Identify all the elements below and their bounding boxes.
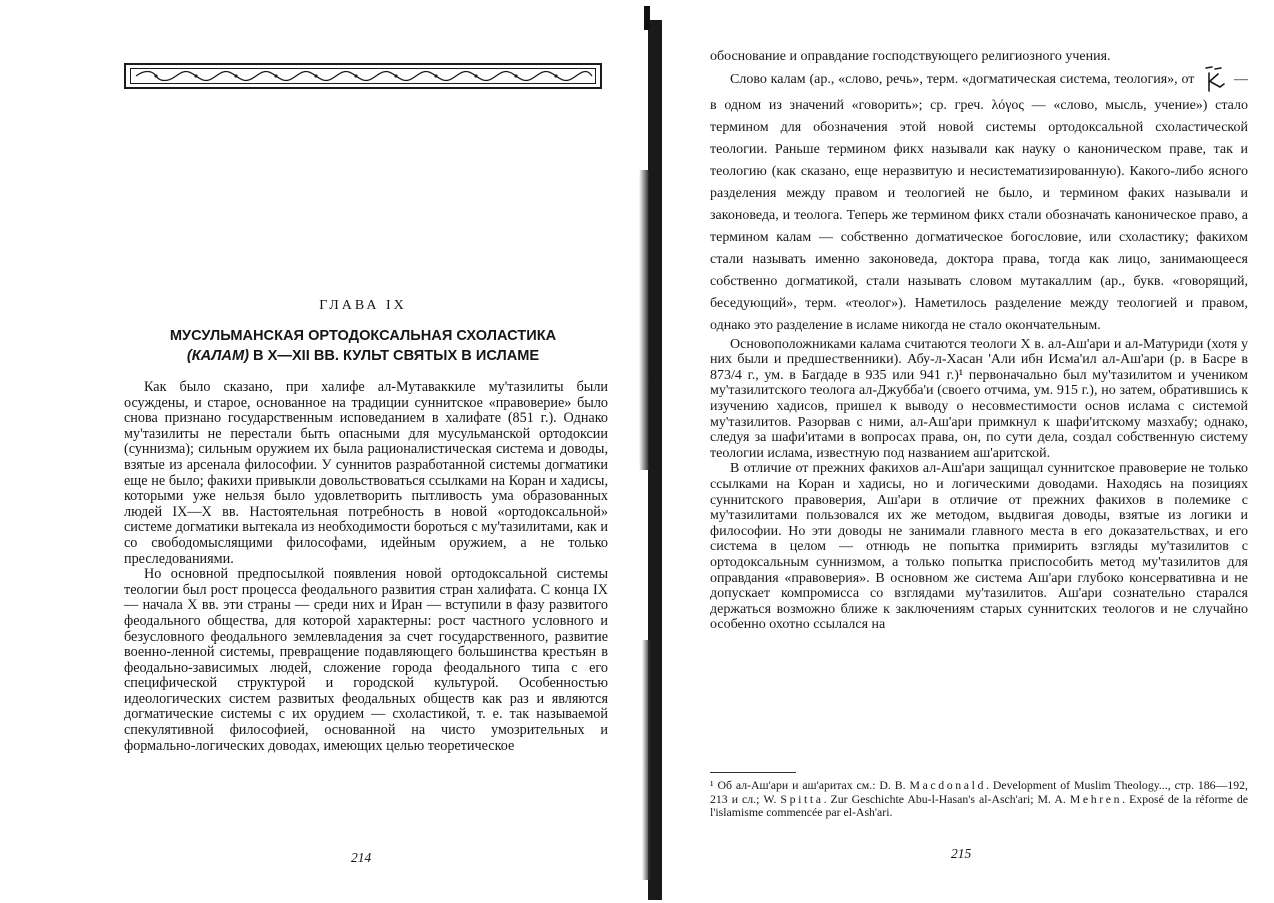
paragraph: В отличие от прежних факихов ал-Аш'ари защищал суннитское правоверие не только ссылками на Коран и хадисы, но и логическими доводами. Находясь на позициях суннитского правоверия, Аш'ари в отличие от прежних факихов в полемике с му'тазилитами пользовался их же методом, выдвигая доводы, взятые из логики и философии. Но эти доводы не занимали главного места в его доказательствах, и его система в целом — отнюдь не попытка примирить взгляды му'тазилитов с ортодоксальным суннизмом, а только попытка приспособить метод му'тазилитов для оправдания «правоверия». В основном же система Аш'ари глубоко консервативна и не допускает компромисса со взглядами му'тазилитов. Аш'ари сознательно старался держаться возможно ближе к заключениям старых суннитских теологов и не случайно особенно охотно ссылался на (710, 461, 1248, 633)
footnote (710, 779, 1248, 820)
paragraph: Как было сказано, при халифе ал-Мутаваккиле му'тазилиты были осуждены, и старое, основанное на традиции суннитское «правоверие» было снова признано государственным исповеданием в халифате (851 г.). Однако му'тазилиты не перестали быть опасными для мусульманской ортодоксии (суннизма); сильным оружием их была рационалистическая система и доводы, взятые из арсенала философии. У суннитов разработанной системы догматики еще не было; факихи привыкли довольствоваться ссылками на Коран и хадисы, которыми уже нельзя было удовлетворить пытливость ума образованных людей IX—X вв. Настоятельная потребность в новой «ортодоксальной» системе догматики вытекала из необходимости бороться с му'тазилитами, как и со свободомыслящими философами, идейным оружием, а не только преследованиями. (124, 379, 608, 567)
page-number: 214 (351, 850, 372, 865)
footnote-author: Spitta (780, 791, 824, 806)
arabic-word-glyph (1200, 65, 1228, 95)
right-page-body (710, 49, 1248, 633)
chapter-title-line-2 (124, 346, 602, 366)
right-page (662, 0, 1274, 903)
left-page-body (124, 380, 608, 754)
footnote-divider (710, 772, 796, 773)
paragraph: Но основной предпосылкой появления новой ортодоксальной системы теологии был рост процесса феодального развития стран халифата. С конца IX — начала X вв. эти страны — среди них и Иран — вступили в фазу развитого феодального общества, для которой характерны: рост частного условного и безусловного феодального землевладения за счет государственного, развитие военно-ленной системы, превращение подавляющего большинства крестьян в феодально-зависимых людей, сложение города феодального типа с его специфической структурой и городской культурой. Особенностью идеологических систем развитых феодальных обществ как раз и являются догматические системы с их орудием — схоластикой, т. е. так называемой спекулятивной философией, основанной на чисто умозрительных и формально-логических доводах, имеющих целью теоретическое (124, 566, 608, 754)
chapter-title-kalam: (КАЛАМ) (186, 348, 249, 364)
paragraph: Основоположниками калама считаются теологи X в. ал-Аш'ари и ал-Матуриди (хотя у них были и предшественники). Абу-л-Хасан 'Али ибн Исма'ил ал-Аш'ари (р. в Басре в 873/4 г., ум. в Багдаде в 935 или 941 г.)¹ первоначально был му'тазилитом и учеником му'тазилитского теолога ал-Джубба'и (своего отчима, ум. 915 г.), но затем, обратившись к изучению хадисов, пришел к выводу о несовместимости основ ислама с системой му'тазилитов. Разорвав с ними, ал-Аш'ари примкнул к шафи'итскому мазхабу; однако, следуя за шафи'итами в вопросах права, он, по сути дела, создал собственную систему теологии ислама, известную под названием аш'аритской. (710, 336, 1248, 461)
footnote-text: ¹ Об ал-Аш'ари и аш'аритах см.: D. B. (710, 778, 906, 792)
footnote-text: . Zur Geschichte Abu-l-Hasan's al-Asch'ari; M. A. (823, 791, 1066, 806)
chapter-title-line-2-rest: В Х—XII ВВ. КУЛЬТ СВЯТЫХ В ИСЛАМЕ (248, 348, 540, 364)
kalam-text-before-glyph: Слово калам (ар., «слово, речь», терм. «догматическая система, теология», от (730, 71, 1195, 87)
paragraph-kalam (710, 65, 1248, 337)
kalam-text-after-glyph: — в одном из значений «говорить»; ср. греч. λόγος — «слово, мысль, учение») стало термином для обозначения этой новой системы ортодоксальной схоластической теологии. Раньше термином фикх называли как науку о каноническом праве, так и теологию (как сказано, еще неразвитую и несистематизированную). Какого-либо ясного разделения между правом и теологией не было, и термином факих называли и законоведа, и теолога. Теперь же термином фикх стали обозначать каноническое право, а термином калам — собственно догматическое богословие, или схоластику; факихом стали называть именно законоведа, доктора права, тогда как лицо, занимающееся собственно догматикой, стали называть словом мутакаллим (ар., букв. «говорящий, беседующий», терм. «теолог»). Наметилось разделение между теологией и правом, однако это разделение в исламе никогда не стало окончательным. (710, 71, 1249, 333)
chapter-ornament-band (124, 63, 602, 89)
ornament-pattern (132, 70, 594, 82)
footnote-author: Mehren (1069, 791, 1123, 806)
chapter-label: ГЛАВА IX (319, 298, 407, 313)
book-gutter-shadow (622, 0, 666, 903)
footnote-author: Macdonald (909, 778, 986, 792)
paragraph-continuation: обоснование и оправдание господствующего религиозного учения. (710, 49, 1111, 64)
footnote-text: . Exposé de la réforme de l'islamisme commencée par el-Ash'ari. (710, 791, 1248, 820)
page-number: 215 (951, 846, 972, 861)
footnote-text: . Development of Muslim Theology..., стр. 186—192, 213 и сл.; W. (710, 778, 1248, 806)
chapter-title (124, 326, 602, 366)
chapter-title-line-1: МУСУЛЬМАНСКАЯ ОРТОДОКСАЛЬНАЯ СХОЛАСТИКА (169, 328, 557, 344)
